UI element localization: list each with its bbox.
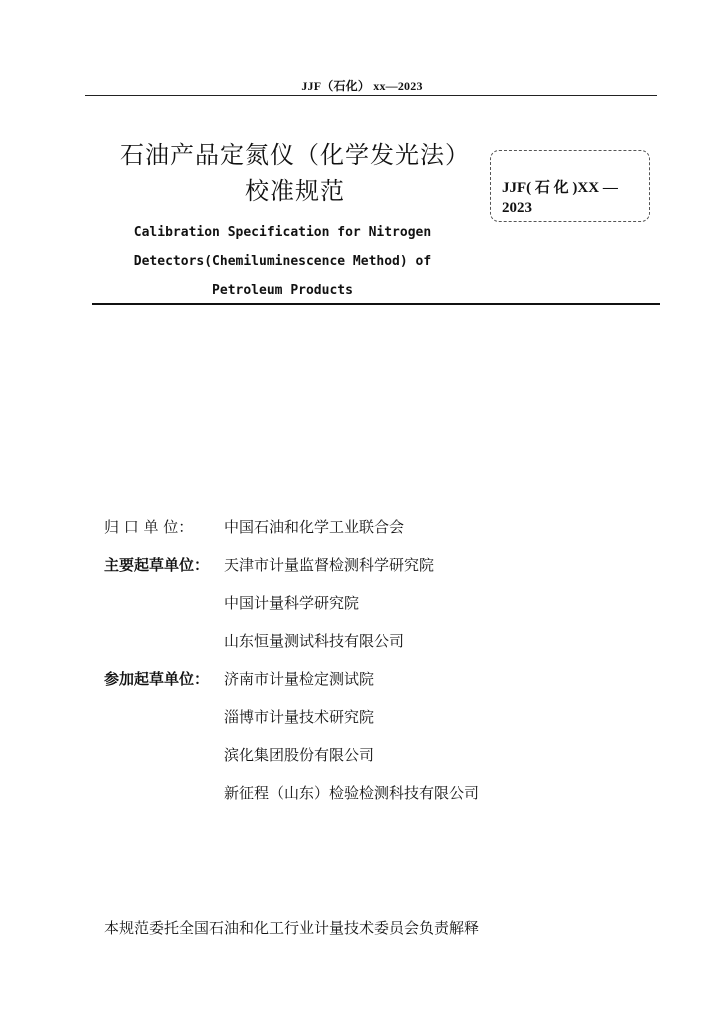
- participating-row: [104, 778, 479, 816]
- organizations-block: [104, 512, 479, 816]
- centralizing-unit-row: [104, 512, 479, 550]
- participating-label: 参加起草单位：: [104, 670, 210, 688]
- title-english: [100, 218, 465, 305]
- main-drafting-row: [104, 588, 479, 626]
- participating-row: [104, 702, 479, 740]
- title-chinese: [95, 137, 495, 209]
- specification-code-box: [490, 150, 650, 222]
- title-english-line-1: Calibration Specification for Nitrogen: [133, 225, 432, 240]
- main-drafting-unit: 中国计量科学研究院: [224, 594, 360, 612]
- code-box-line-2: 2023: [502, 200, 532, 216]
- centralizing-unit-value: 中国石油和化学工业联合会: [224, 518, 405, 536]
- interpretation-note: 本规范委托全国石油和化工行业计量技术委员会负责解释: [104, 919, 480, 937]
- participating-unit: 淄博市计量技术研究院: [224, 708, 375, 726]
- participating-row: [104, 664, 479, 702]
- main-drafting-row: [104, 626, 479, 664]
- title-english-line-2: Detectors(Chemiluminescence Method) of: [133, 254, 432, 269]
- main-drafting-label: 主要起草单位：: [104, 556, 210, 574]
- main-drafting-unit: 山东恒量测试科技有限公司: [224, 632, 405, 650]
- participating-unit: 新征程（山东）检验检测科技有限公司: [224, 784, 480, 802]
- code-box-line-1: JJF( 石 化 )XX —: [502, 180, 618, 196]
- participating-unit: 滨化集团股份有限公司: [224, 746, 375, 764]
- main-drafting-row: [104, 550, 479, 588]
- participating-row: [104, 740, 479, 778]
- centralizing-unit-label: 归 口 单 位：: [104, 518, 194, 536]
- main-drafting-unit: 天津市计量监督检测科学研究院: [224, 556, 435, 574]
- header-divider: [85, 95, 657, 96]
- title-chinese-line-2: 校准规范: [245, 177, 345, 205]
- title-chinese-line-1: 石油产品定氮仪（化学发光法）: [120, 141, 470, 169]
- title-divider: [92, 303, 660, 305]
- document-code-header: JJF（石化） xx—2023: [301, 79, 423, 93]
- title-english-line-3: Petroleum Products: [212, 283, 353, 298]
- participating-unit: 济南市计量检定测试院: [224, 670, 375, 688]
